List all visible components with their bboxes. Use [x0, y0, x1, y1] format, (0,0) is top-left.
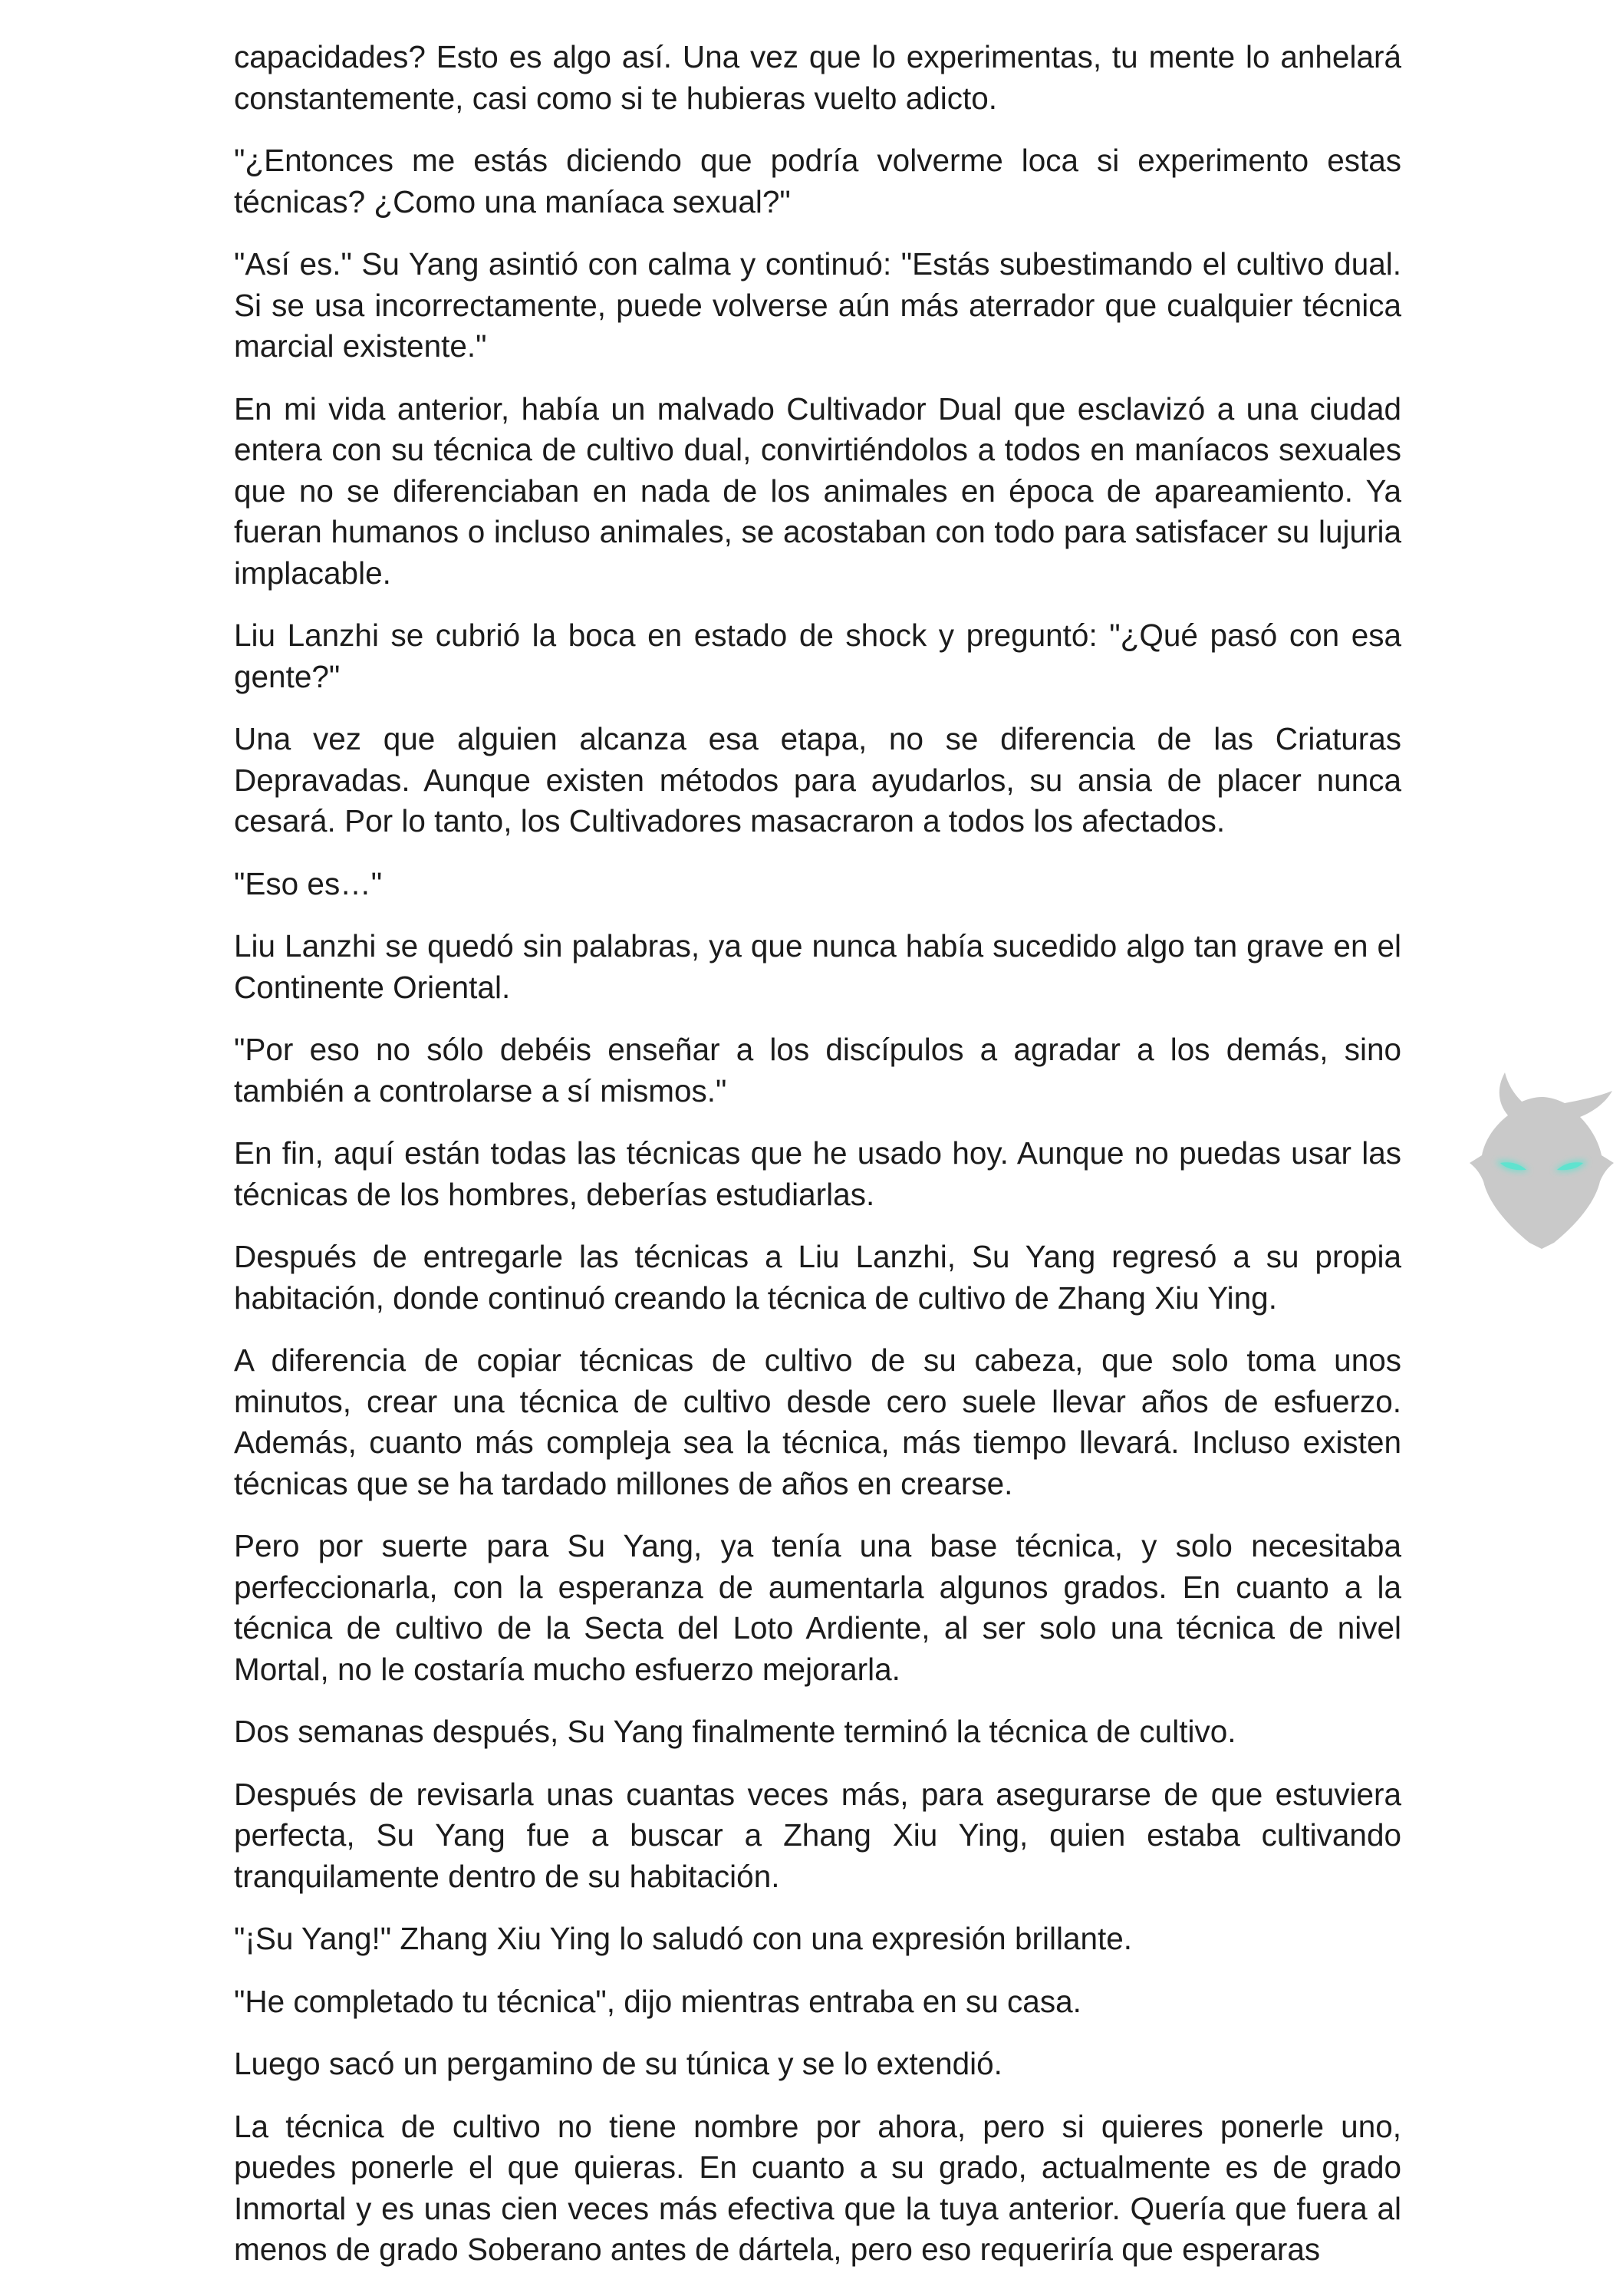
- paragraph-8: Liu Lanzhi se quedó sin palabras, ya que nunca había sucedido algo tan grave en el Continente Oriental.: [234, 928, 1401, 1005]
- paragraph-19: La técnica de cultivo no tiene nombre por ahora, pero si quieres ponerle uno, puedes ponerle el que quieras. En cuanto a su grado, actualmente es de grado Inmortal y es unas cien veces más efectiva que la tuya anterior. Quería que fuera al menos de grado Soberano antes de dártela, pero eso requeriría que esperaras: [234, 2108, 1401, 2267]
- paragraph-2: "¿Entonces me estás diciendo que podría volverme loca si experimento estas técnicas? ¿Como una maníaca sexual?": [234, 143, 1401, 219]
- paragraph-4: En mi vida anterior, había un malvado Cultivador Dual que esclavizó a una ciudad entera con su técnica de cultivo dual, convirtiéndolos a todos en maníacos sexuales que no se diferenciaban en nada de los animales en época de apareamiento. Ya fueran humanos o incluso animales, se acostaban con todo para satisfacer su lujuria implacable.: [234, 390, 1401, 591]
- paragraph-9: "Por eso no sólo debéis enseñar a los discípulos a agradar a los demás, sino también a controlarse a sí mismos.": [234, 1032, 1401, 1108]
- paragraph-14: Dos semanas después, Su Yang finalmente terminó la técnica de cultivo.: [234, 1714, 1236, 1749]
- paragraph-7: "Eso es…": [234, 865, 383, 901]
- paragraph-15: Después de revisarla unas cuantas veces más, para asegurarse de que estuviera perfecta, Su Yang fue a buscar a Zhang Xiu Ying, quien estaba cultivando tranquilamente dentro de su habitación.: [234, 1776, 1401, 1894]
- paragraph-3: "Así es." Su Yang asintió con calma y continuó: "Estás subestimando el cultivo dual. Si se usa incorrectamente, puede volverse aún más aterrador que cualquier técnica marcial existente.": [234, 246, 1401, 364]
- paragraph-5: Liu Lanzhi se cubrió la boca en estado de shock y preguntó: "¿Qué pasó con esa gente?": [234, 618, 1401, 694]
- paragraph-18: Luego sacó un pergamino de su túnica y se lo extendió.: [234, 2046, 1002, 2081]
- document-body: [234, 37, 1401, 2292]
- paragraph-1: capacidades? Esto es algo así. Una vez que lo experimentas, tu mente lo anhelará constantemente, casi como si te hubieras vuelto adicto.: [234, 39, 1401, 116]
- paragraph-16: "¡Su Yang!" Zhang Xiu Ying lo saludó con una expresión brillante.: [234, 1921, 1133, 1956]
- paragraph-17: "He completado tu técnica", dijo mientras entraba en su casa.: [234, 1983, 1081, 2019]
- paragraph-11: Después de entregarle las técnicas a Liu Lanzhi, Su Yang regresó a su propia habitación, donde continuó creando la técnica de cultivo de Zhang Xiu Ying.: [234, 1239, 1401, 1316]
- paragraph-12: A diferencia de copiar técnicas de cultivo de su cabeza, que solo toma unos minutos, crear una técnica de cultivo desde cero suele llevar años de esfuerzo. Además, cuanto más compleja sea la técnica, más tiempo llevará. Incluso existen técnicas que se ha tardado millones de años en crearse.: [234, 1342, 1401, 1501]
- paragraph-10: En fin, aquí están todas las técnicas que he usado hoy. Aunque no puedas usar las técnicas de los hombres, deberías estudiarlas.: [234, 1135, 1401, 1212]
- demon-head-watermark-icon: [1465, 1072, 1618, 1249]
- paragraph-6: Una vez que alguien alcanza esa etapa, no se diferencia de las Criaturas Depravadas. Aunque existen métodos para ayudarlos, su ansia de placer nunca cesará. Por lo tanto, los Cultivadores masacraron a todos los afectados.: [234, 721, 1401, 838]
- paragraph-13: Pero por suerte para Su Yang, ya tenía una base técnica, y solo necesitaba perfeccionarla, con la esperanza de aumentarla algunos grados. En cuanto a la técnica de cultivo de la Secta del Loto Ardiente, al ser solo una técnica de nivel Mortal, no le costaría mucho esfuerzo mejorarla.: [234, 1528, 1401, 1687]
